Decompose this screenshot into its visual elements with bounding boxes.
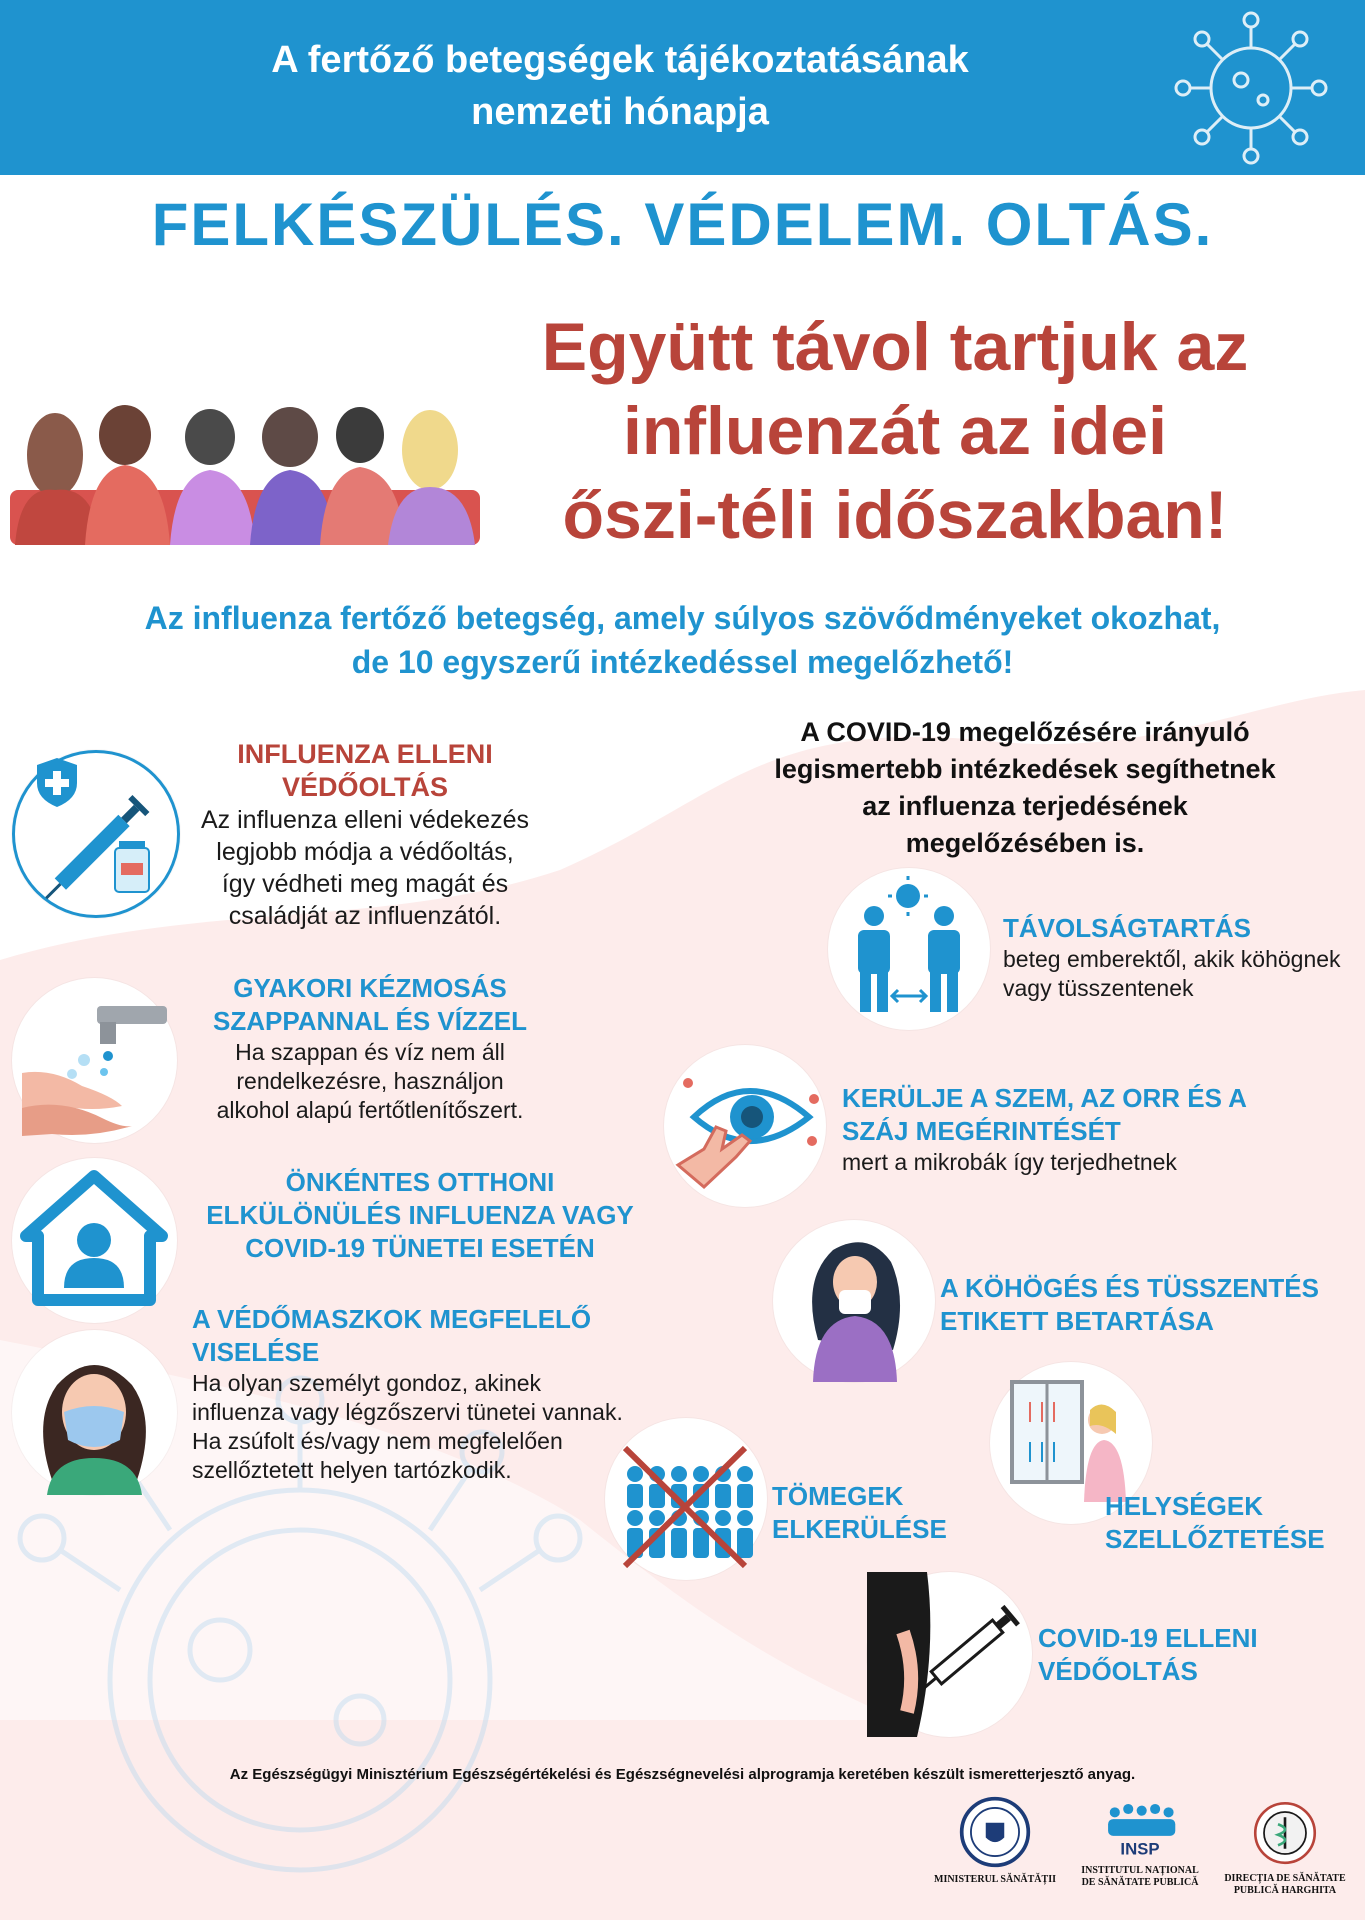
intro-text — [0, 596, 1365, 684]
face-mask-icon — [12, 1330, 177, 1495]
header-title — [100, 34, 1140, 138]
home-isolation-icon — [12, 1158, 177, 1323]
logo-dsp-caption1: DIRECȚIA DE SĂNĂTATE — [1224, 1873, 1346, 1884]
logo-dsp-caption2: PUBLICĂ HARGHITA — [1233, 1885, 1337, 1896]
crowd-crossed-icon — [605, 1418, 767, 1580]
item-home-isolation — [180, 1166, 660, 1265]
item-avoid-crowds — [772, 1480, 1012, 1546]
covid-heading-line4: megelőzésében is. — [905, 828, 1145, 858]
logo-ministry-caption: MINISTERUL SĂNĂTĂȚII — [934, 1874, 1056, 1885]
item-distancing-line2: vagy tüsszentenek — [1003, 975, 1194, 1001]
item-handwashing-line2: rendelkezésre, használjon — [236, 1068, 504, 1094]
distancing-icon-circle — [828, 868, 990, 1030]
item-ventilation — [1105, 1490, 1365, 1556]
header-title-line2: nemzeti hónapja — [471, 91, 769, 133]
item-covid-vaccine-title2: VÉDŐOLTÁS — [1038, 1656, 1198, 1686]
item-face-mask-line4: szellőztetett helyen tartózkodik. — [192, 1457, 512, 1483]
item-touch-face — [842, 1082, 1322, 1177]
header-title-line1: A fertőző betegségek tájékoztatásának — [271, 39, 969, 81]
item-ventilation-title2: SZELLŐZTETÉSE — [1105, 1524, 1325, 1554]
crowd-icon-circle — [605, 1418, 767, 1580]
logo-dsp-harghita — [1210, 1798, 1360, 1897]
virus-icon — [1171, 8, 1331, 168]
item-distancing — [1003, 912, 1358, 1003]
headline-line3: őszi-téli időszakban! — [562, 477, 1228, 553]
item-covid-vaccine-title1: COVID-19 ELLENI — [1038, 1623, 1258, 1653]
item-face-mask-line2: influenza vagy légzőszervi tünetei vannak. — [192, 1399, 623, 1425]
headline-line2: influenzát az idei — [622, 393, 1168, 469]
covid-heading-line3: az influenza terjedésének — [862, 791, 1188, 821]
item-flu-vaccine-line1: Az influenza elleni védekezés — [201, 806, 529, 834]
intro-line2: de 10 egyszerű intézkedéssel megelőzhető! — [351, 644, 1014, 680]
item-handwashing-title1: GYAKORI KÉZMOSÁS — [233, 973, 507, 1003]
handwashing-icon-circle — [12, 978, 177, 1143]
header-banner — [0, 0, 1365, 175]
item-ventilation-title1: HELYSÉGEK — [1105, 1491, 1263, 1521]
item-covid-vaccine — [1038, 1622, 1358, 1688]
item-flu-vaccine-line4: családját az influenzától. — [228, 902, 502, 930]
insp-logo-icon — [1098, 1800, 1182, 1860]
sneezing-woman-icon — [773, 1220, 935, 1382]
item-handwashing — [185, 972, 555, 1125]
item-touch-face-title2: SZÁJ MEGÉRINTÉSÉT — [842, 1116, 1121, 1146]
slogan: FELKÉSZÜLÉS. VÉDELEM. OLTÁS. — [151, 191, 1214, 258]
handwashing-icon — [12, 978, 177, 1143]
mask-icon-circle — [12, 1330, 177, 1495]
item-flu-vaccine-line3: így védheti meg magát és — [221, 870, 509, 898]
item-handwashing-line1: Ha szappan és víz nem áll — [235, 1039, 505, 1065]
item-face-mask-line1: Ha olyan személyt gondoz, akinek — [192, 1370, 542, 1396]
covid-heading-line2: legismertebb intézkedések segíthetnek — [774, 754, 1276, 784]
item-home-isolation-title2: ELKÜLÖNÜLÉS INFLUENZA VAGY — [206, 1200, 634, 1230]
sneezing-icon-circle — [773, 1220, 935, 1382]
item-flu-vaccine-title2: VÉDŐOLTÁS — [281, 772, 448, 802]
item-cough-etiquette-title2: ETIKETT BETARTÁSA — [940, 1306, 1214, 1336]
covid-heading-line1: A COVID-19 megelőzésére irányuló — [800, 717, 1250, 747]
item-home-isolation-title1: ÖNKÉNTES OTTHONI — [285, 1167, 555, 1197]
insp-mark: INSP — [1120, 1839, 1160, 1859]
vaccine-icon-circle — [12, 750, 180, 918]
social-distancing-icon — [828, 868, 990, 1030]
covid-vaccine-icon — [867, 1572, 1032, 1737]
footer-note: Az Egészségügyi Minisztérium Egészségértékelési és Egészségnevelési alprogramja keretében készült ismeretterjesztő anyag. — [229, 1766, 1136, 1783]
touch-eye-icon — [664, 1045, 826, 1207]
item-face-mask-title2: VISELÉSE — [192, 1337, 320, 1367]
item-touch-face-title1: KERÜLJE A SZEM, AZ ORR ÉS A — [842, 1083, 1247, 1113]
item-handwashing-title2: SZAPPANNAL ÉS VÍZZEL — [213, 1006, 527, 1036]
item-avoid-crowds-title2: ELKERÜLÉSE — [772, 1514, 947, 1544]
dsp-harghita-logo-icon — [1250, 1798, 1320, 1868]
logo-insp-caption1: INSTITUTUL NAȚIONAL — [1081, 1865, 1199, 1876]
vaccine-syringe-icon — [15, 753, 177, 915]
item-handwashing-line3: alkohol alapú fertőtlenítőszert. — [216, 1097, 524, 1123]
item-cough-etiquette-title1: A KÖHÖGÉS ÉS TÜSSZENTÉS — [940, 1273, 1319, 1303]
touch-eye-icon-circle — [664, 1045, 826, 1207]
home-icon-circle — [12, 1158, 177, 1323]
covid-heading — [735, 714, 1315, 862]
item-home-isolation-title3: COVID-19 TÜNETEI ESETÉN — [245, 1233, 595, 1263]
headline-line1: Együtt távol tartjuk az — [541, 309, 1249, 385]
government-seal-icon — [958, 1795, 1032, 1869]
item-face-mask — [192, 1303, 662, 1485]
item-flu-vaccine-line2: legjobb módja a védőoltás, — [216, 838, 514, 866]
item-flu-vaccine-title1: INFLUENZA ELLENI — [237, 739, 493, 769]
item-distancing-line1: beteg emberektől, akik köhögnek — [1003, 946, 1341, 972]
item-face-mask-line3: Ha zsúfolt és/vagy nem megfelelően — [192, 1428, 563, 1454]
item-cough-etiquette — [940, 1272, 1360, 1338]
intro-line1: Az influenza fertőző betegség, amely súlyos szövődményeket okozhat, — [144, 600, 1221, 636]
main-headline — [470, 305, 1320, 557]
item-distancing-title1: TÁVOLSÁGTARTÁS — [1003, 913, 1251, 943]
covid-vaccine-icon-circle — [867, 1572, 1032, 1737]
item-avoid-crowds-title1: TÖMEGEK — [772, 1481, 904, 1511]
logo-insp — [1065, 1800, 1215, 1889]
item-touch-face-line1: mert a mikrobák így terjedhetnek — [842, 1149, 1177, 1175]
item-face-mask-title1: A VÉDŐMASZKOK MEGFELELŐ — [192, 1304, 592, 1334]
logo-insp-caption2: DE SĂNĂTATE PUBLICĂ — [1081, 1877, 1199, 1888]
logo-ministry — [915, 1795, 1075, 1886]
item-flu-vaccine — [175, 738, 555, 932]
people-group-illustration — [10, 395, 480, 545]
